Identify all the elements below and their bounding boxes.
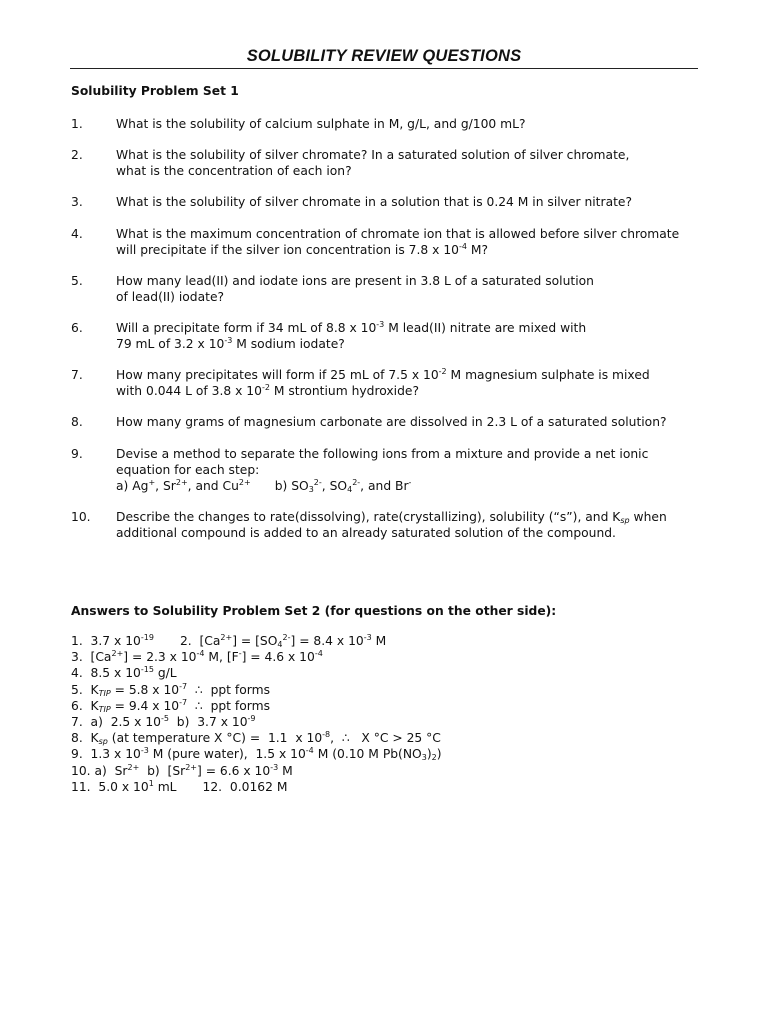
question-number: 4. [71,227,83,241]
question-number: 1. [71,117,83,131]
question-text-line-2: of lead(II) iodate? [116,290,225,304]
answers-heading: Answers to Solubility Problem Set 2 (for questions on the other side): [71,604,557,618]
question-text-line-2: 79 mL of 3.2 x $10^{-3}$ M sodium iodate? [116,336,345,351]
question-number: 5. [71,274,83,288]
question-number: 7. [71,368,83,382]
question-text: What is the solubility of silver chromate in a solution that is 0.24 M in silver nitrate? [116,195,633,209]
question-text-line-2: will precipitate if the silver ion concentration is 7.8 x $10^{-4}$ M? [116,242,488,257]
question-text: How many grams of magnesium carbonate are dissolved in 2.3 L of a saturated solution? [116,415,667,429]
answer-row-7: 7. a) 2.5 x $10^{-5}$ b) 3.7 x $10^{-9}$ [71,714,256,730]
question-text-line-1: How many lead(II) and iodate ions are present in 3.8 L of a saturated solution [116,274,594,288]
question-text-line-1: Describe the changes to rate(dissolving), rate(crystallizing), solubility (“s”), and $K_{sp}$ when [116,510,667,525]
question-text-line-2: with 0.044 L of 3.8 x $10^{-2}$ M strontium hydroxide? [116,383,419,398]
question-number: 2. [71,148,83,162]
question-number: 6. [71,321,83,335]
question-text-line-2: what is the concentration of each ion? [116,164,352,178]
question-number: 8. [71,415,83,429]
question-text-line-1: Will a precipitate form if 34 mL of 8.8 x $10^{-3}$ M lead(II) nitrate are mixed with [116,320,587,335]
question-number: 9. [71,447,83,461]
answer-row-11-12: 11. 5.0 x $10^1$ mL 12. 0.0162 M [71,778,288,794]
answer-row-10: 10. a) $Sr^{2+}$ b) $[Sr^{2+}] = 6.6$ x $10^{-3}$ M [71,762,293,778]
question-text-line-1: What is the maximum concentration of chromate ion that is allowed before silver chromate [116,227,680,241]
answer-row-5: 5. $K_{TIP} = 5.8$ x $10^{-7}$ ∴ ppt forms [71,681,270,698]
answers-list [71,633,442,795]
answer-row-8: 8. $K_{sp}$ (at temperature X °C) = 1.1 x $10^{-8}$, ∴ X °C > 25 °C [71,730,441,747]
question-text-line-2: additional compound is added to an already saturated solution of the compound. [116,526,616,540]
title-rule [70,68,698,69]
question-9-ion-parts: a) Ag+, $Sr^{2+}$, and $Cu^{2+}$ b) $SO_3^{2-}$, $SO_4^{2-}$, and Br- [116,478,412,494]
question-number: 10. [71,510,91,524]
question-text-line-1: How many precipitates will form if 25 mL of 7.5 x $10^{-2}$ M magnesium sulphate is mixed [116,367,650,382]
answer-row-3: 3. $[Ca^{2+}] = 2.3$ x $10^{-4}$ M, [F-] = 4.6 x $10^{-4}$ [71,649,323,665]
answer-row-6: 6. $K_{TIP} = 9.4$ x $10^{-7}$ ∴ ppt forms [71,697,270,714]
answer-row-9: 9. 1.3 x $10^{-3}$ M (pure water), 1.5 x $10^{-4}$ M (0.10 M $Pb(NO_3)_2$) [71,746,442,763]
set1-heading: Solubility Problem Set 1 [71,84,239,98]
question-text: What is the solubility of calcium sulphate in M, g/L, and g/100 mL? [116,117,526,131]
page-title: SOLUBILITY REVIEW QUESTIONS [246,47,522,65]
question-number: 3. [71,195,83,209]
question-text-line-2: equation for each step: [116,463,260,477]
answer-row-1-2: 1. 3.7 x $10^{-19}$ 2. $[Ca^{2+}] = [SO_4^{2-}] = 8.4$ x $10^{-3}$ M [71,633,387,649]
answer-row-4: 4. 8.5 x $10^{-15}$ g/L [71,665,177,681]
question-text-line-1: What is the solubility of silver chromate? In a saturated solution of silver chromate, [116,148,630,162]
question-text-line-1: Devise a method to separate the following ions from a mixture and provide a net ionic [116,447,649,461]
